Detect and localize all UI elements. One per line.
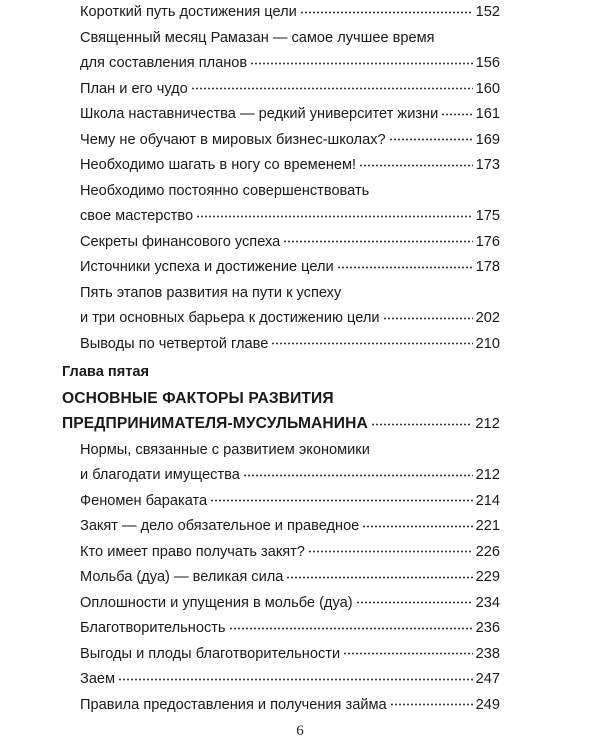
dot-leader xyxy=(383,307,473,322)
toc-entry-row xyxy=(80,204,500,230)
page-number: 6 xyxy=(296,723,304,739)
toc-entry-title: Благотворительность xyxy=(80,620,226,636)
toc-entry-row xyxy=(80,332,500,358)
toc-entry-row xyxy=(80,0,500,26)
dot-leader xyxy=(283,231,472,246)
toc-entry-title-line: Необходимо постоянно совершенствовать xyxy=(80,182,370,199)
toc-entry-page: 247 xyxy=(475,671,500,687)
toc-entry-row xyxy=(80,255,500,281)
dot-leader xyxy=(337,256,473,271)
toc-entry-page: 160 xyxy=(475,80,500,97)
toc-entry-title: Закят — дело обязательное и праведное xyxy=(80,518,360,534)
toc-entry[interactable] xyxy=(62,102,500,128)
toc-entry-page: 169 xyxy=(475,131,500,148)
toc-entry-title: Феномен бараката xyxy=(80,492,208,509)
chapter-label: Глава пятая xyxy=(62,364,149,380)
toc-entry-page: 249 xyxy=(475,696,500,713)
toc-entry-page: 212 xyxy=(475,467,500,483)
toc-entry-title: свое мастерство xyxy=(80,208,194,224)
toc-entry-row xyxy=(80,128,500,154)
toc-entry[interactable] xyxy=(62,230,500,256)
dot-leader xyxy=(271,333,472,348)
toc-entry-title: для составления планов xyxy=(80,55,248,71)
dot-leader xyxy=(191,78,473,93)
toc-entry-title: Школа наставничества — редкий университет жизни xyxy=(80,106,439,122)
chapter-title-line-2-row xyxy=(62,411,500,438)
toc-entry[interactable] xyxy=(62,128,500,154)
toc-entry[interactable] xyxy=(62,616,500,642)
toc-entry-title: Короткий путь достижения цели xyxy=(80,4,297,20)
dot-leader xyxy=(359,154,473,169)
toc-entry[interactable] xyxy=(62,540,500,566)
toc-entry-row xyxy=(80,616,500,642)
toc-entry-title: Выгоды и плоды благотворительности xyxy=(80,645,341,662)
toc-entry-row xyxy=(80,514,500,540)
chapter-title-line-2: ПРЕДПРИНИМАТЕЛЯ-МУСУЛЬМАНИНА xyxy=(62,415,368,432)
toc-entry-title: Кто имеет право получать закят? xyxy=(80,543,305,560)
dot-leader xyxy=(389,129,473,144)
toc-entry-page: 226 xyxy=(475,543,500,560)
toc-entry[interactable] xyxy=(62,77,500,103)
toc-entry-title: и три основных барьера к достижению цели xyxy=(80,310,380,326)
toc-entry[interactable] xyxy=(62,693,500,719)
toc-entry[interactable] xyxy=(62,667,500,693)
toc-entry[interactable] xyxy=(62,153,500,179)
toc-entry[interactable] xyxy=(62,281,500,332)
toc-entry-row xyxy=(80,591,500,617)
toc-entry-page: 229 xyxy=(475,569,500,585)
dot-leader xyxy=(308,541,473,556)
toc-entry[interactable] xyxy=(62,514,500,540)
toc-entry-page: 210 xyxy=(475,335,500,352)
toc-section-chapter-four xyxy=(62,0,500,357)
chapter-title-line-1: ОСНОВНЫЕ ФАКТОРЫ РАЗВИТИЯ xyxy=(62,389,334,407)
chapter-page-number: 212 xyxy=(475,416,500,432)
dot-leader xyxy=(362,515,472,530)
toc-entry-title: Мольба (дуа) — великая сила xyxy=(80,569,284,585)
toc-entry-title: и благодати имущества xyxy=(80,467,240,483)
toc-entry-page: 236 xyxy=(475,620,500,636)
toc-entry[interactable] xyxy=(62,0,500,26)
toc-entry-title: Секреты финансового успеха xyxy=(80,233,281,250)
toc-entry-row xyxy=(80,489,500,515)
toc-entry-row xyxy=(80,51,500,77)
toc-entry[interactable] xyxy=(62,26,500,77)
toc-entry[interactable] xyxy=(62,332,500,358)
toc-entry-row xyxy=(80,667,500,693)
toc-entry-page: 238 xyxy=(475,645,500,662)
toc-entry-row xyxy=(80,230,500,256)
toc-entry-page: 161 xyxy=(475,106,500,122)
toc-entry-page: 176 xyxy=(475,233,500,250)
toc-entry-page: 173 xyxy=(475,157,500,173)
toc-entry[interactable] xyxy=(62,591,500,617)
toc-entry-page: 202 xyxy=(475,310,500,326)
dot-leader xyxy=(250,52,472,67)
toc-entry-row xyxy=(80,102,500,128)
toc-entry[interactable] xyxy=(62,565,500,591)
dot-leader xyxy=(118,668,473,683)
toc-entry[interactable] xyxy=(62,255,500,281)
dot-leader xyxy=(196,205,473,220)
dot-leader xyxy=(390,694,473,709)
toc-entry-row xyxy=(80,77,500,103)
toc-entry-row xyxy=(80,463,500,489)
toc-entry-title: Заем xyxy=(80,671,116,687)
toc-entry-row xyxy=(80,642,500,668)
toc-entry-title: Необходимо шагать в ногу со временем! xyxy=(80,157,357,173)
toc-entry[interactable] xyxy=(62,179,500,230)
toc-entry-title: Выводы по четвертой главе xyxy=(80,335,269,352)
toc-entry-title: План и его чудо xyxy=(80,80,188,97)
toc-entry-title-line: Пять этапов развития на пути к успеху xyxy=(80,284,342,301)
toc-entry-page: 156 xyxy=(475,55,500,71)
dot-leader xyxy=(343,643,473,658)
toc-entry-title: Источники успеха и достижение цели xyxy=(80,259,334,275)
toc-section-chapter-five xyxy=(62,438,500,719)
toc-entry-page: 178 xyxy=(475,259,500,275)
toc-entry-row xyxy=(80,540,500,566)
dot-leader xyxy=(300,1,473,16)
toc-entry-page: 175 xyxy=(475,208,500,224)
toc-entry[interactable] xyxy=(62,489,500,515)
toc-entry-title-line: Священный месяц Рамазан — самое лучшее время xyxy=(80,29,435,46)
toc-entry-page: 234 xyxy=(475,594,500,611)
table-of-contents xyxy=(62,0,500,718)
dot-leader xyxy=(441,103,472,118)
dot-leader xyxy=(356,592,473,607)
toc-entry-row xyxy=(80,565,500,591)
dot-leader xyxy=(371,412,473,428)
toc-entry[interactable] xyxy=(62,642,500,668)
dot-leader xyxy=(243,464,473,479)
toc-entry[interactable] xyxy=(62,438,500,489)
dot-leader xyxy=(210,490,472,505)
toc-entry-title-line: Нормы, связанные с развитием экономики xyxy=(80,441,370,458)
toc-entry-row xyxy=(80,306,500,332)
dot-leader xyxy=(229,617,473,632)
toc-entry-page: 152 xyxy=(475,4,500,20)
toc-entry-page: 221 xyxy=(475,518,500,534)
toc-entry-title: Чему не обучают в мировых бизнес-школах? xyxy=(80,131,386,148)
toc-entry-title: Оплошности и упущения в мольбе (дуа) xyxy=(80,594,353,611)
toc-entry-row xyxy=(80,693,500,719)
toc-entry-row xyxy=(80,153,500,179)
dot-leader xyxy=(286,566,472,581)
toc-entry-title: Правила предоставления и получения займа xyxy=(80,696,387,713)
chapter-title xyxy=(62,386,500,438)
toc-entry-page: 214 xyxy=(475,492,500,509)
